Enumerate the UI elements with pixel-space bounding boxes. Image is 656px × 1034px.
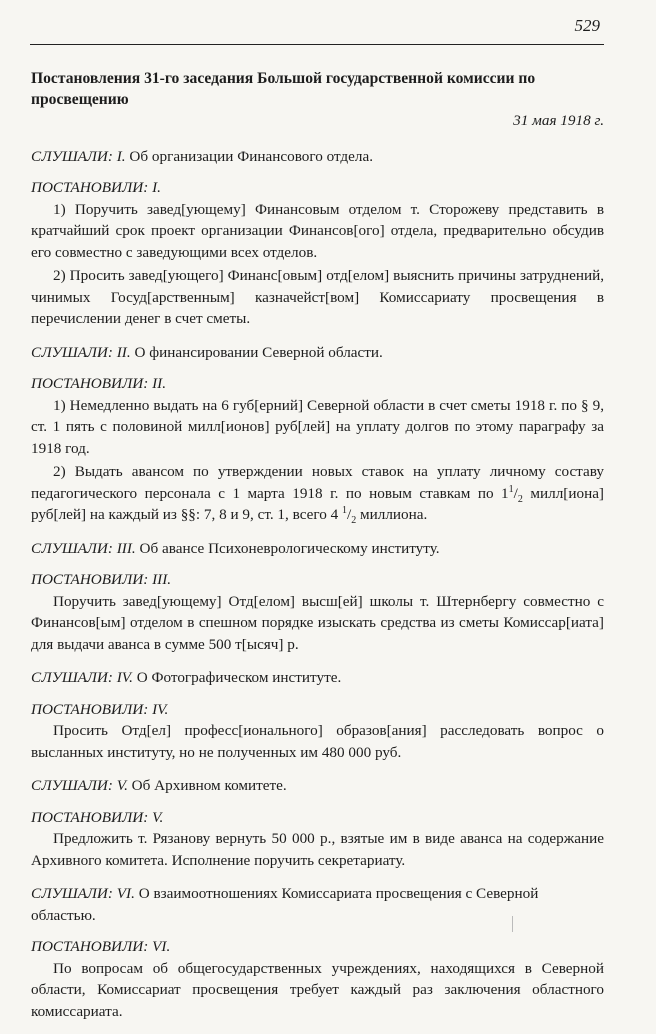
resolved-line <box>31 177 604 199</box>
heard-text: О взаимоотношениях Комиссариата просвещения с Северной областью. <box>31 885 539 924</box>
heard-number: V. <box>116 777 128 794</box>
heard-line <box>31 146 604 168</box>
heard-line <box>31 538 604 560</box>
agenda-item-5 <box>31 775 604 871</box>
resolved-line <box>31 373 604 395</box>
heard-number: III. <box>116 539 136 557</box>
agenda-item-2 <box>31 342 604 526</box>
resolved-label: ПОСТАНОВИЛИ: <box>31 700 149 718</box>
agenda-item-4 <box>31 667 604 763</box>
resolved-number: VI. <box>152 938 171 955</box>
heard-text: Об организации Финансового отдела. <box>129 147 374 165</box>
heard-label: СЛУШАЛИ: <box>31 669 113 686</box>
resolution-paragraph: Поручить завед[ующему] Отд[елом] высш[ей] школы т. Штернбергу совместно с Финансов[ым] отделом в спешном порядке изыскать средства из сметы Комиссар[иата] для выдачи аванса в сумме 500 т[ысяч] р. <box>31 592 604 653</box>
heard-label: СЛУШАЛИ: <box>31 343 113 361</box>
fraction-denominator: 2 <box>517 493 523 505</box>
resolution-paragraph: 2) Выдать авансом по утверждении новых ставок на уплату личному составу педагогического персонала с 1 марта 1918 г. по новым ставкам по $1^1/_2$ милл[иона] руб[лей] на каждый из §§: 7, 8 и 9, ст. 1, всего 4 $^1/_2$ миллиона. <box>31 463 604 527</box>
heard-number: IV. <box>116 669 133 686</box>
resolved-label: ПОСТАНОВИЛИ: <box>31 179 149 196</box>
heard-line <box>31 883 604 926</box>
page-number: 529 <box>574 16 600 35</box>
paragraph-text-part: миллиона. <box>356 506 428 523</box>
heard-number: VI. <box>116 885 135 902</box>
resolution-paragraph: 1) Немедленно выдать на 6 губ[ерний] Северной области в счет сметы 1918 г. по § 9, ст. 1 пять с половиной милл[ионов] руб[лей] на уплату долгов по этому параграфу за 1918 год. <box>31 396 604 457</box>
heard-label: СЛУШАЛИ: <box>31 539 113 557</box>
document-title: Постановления 31-го заседания Большой государственной комиссии по просвещению <box>31 70 536 108</box>
resolved-number: V. <box>152 808 164 826</box>
resolved-line <box>31 569 604 591</box>
resolved-number: I. <box>152 179 161 196</box>
resolution-paragraph: Предложить т. Рязанову вернуть 50 000 р., взятые им в виде аванса на содержание Архивного комитета. Исполнение поручить секретариату. <box>31 830 604 869</box>
agenda-item-1 <box>31 146 604 330</box>
heard-line <box>31 775 604 797</box>
paragraph-text-part: 2) Выдать авансом по утверждении новых ставок на уплату личному составу педагогического персонала с 1 марта 1918 г. по новым ставкам по 1 <box>31 463 604 502</box>
heard-number: I. <box>116 147 126 165</box>
heard-text: Об Архивном комитете. <box>131 777 287 794</box>
margin-mark <box>512 916 513 932</box>
resolved-line <box>31 699 604 721</box>
heard-label: СЛУШАЛИ: <box>31 777 113 794</box>
resolved-line <box>31 936 604 958</box>
resolved-number: III. <box>152 571 172 588</box>
resolved-number: IV. <box>152 700 169 718</box>
resolution-paragraph: 1) Поручить завед[ующему] Финансовым отделом т. Сторожеву представить в кратчайший срок проект организации Финансов[ого] отдела, предварительно обсудив его совместно с заведующими всех отделов. <box>31 200 604 261</box>
resolution-paragraph: Просить Отд[ел] професс[ионального] образов[ания] расследовать вопрос о высланных институту, но не полученных им 480 000 руб. <box>31 722 604 761</box>
resolved-number: II. <box>152 375 167 392</box>
heard-number: II. <box>116 343 131 361</box>
resolved-label: ПОСТАНОВИЛИ: <box>31 375 149 392</box>
resolved-label: ПОСТАНОВИЛИ: <box>31 938 149 955</box>
resolved-label: ПОСТАНОВИЛИ: <box>31 808 149 826</box>
header-rule <box>30 44 604 45</box>
heard-line <box>31 667 604 689</box>
heard-label: СЛУШАЛИ: <box>31 147 113 165</box>
heard-text: О финансировании Северной области. <box>134 343 383 361</box>
resolved-label: ПОСТАНОВИЛИ: <box>31 571 149 588</box>
fraction-numerator: 1 <box>342 504 347 516</box>
heard-line <box>31 342 604 364</box>
paragraph-text-part: милл[иона] руб[лей] на каждый из §§: 7, 8 и 9, ст. 1, всего 4 <box>31 484 604 523</box>
heard-label: СЛУШАЛИ: <box>31 885 113 902</box>
heard-text: Об авансе Психоневрологическому институту. <box>139 539 440 557</box>
fraction-numerator: 1 <box>508 483 514 495</box>
document-date: 31 мая 1918 г. <box>513 112 604 129</box>
agenda-item-3 <box>31 538 604 656</box>
fraction-denominator: 2 <box>351 515 357 527</box>
resolution-paragraph: По вопросам об общегосударственных учреждениях, находящихся в Северной области, Комиссариат просвещения требует каждый раз заключения областного комиссариата. <box>31 959 604 1020</box>
agenda-item-6 <box>31 883 604 1022</box>
resolution-paragraph: 2) Просить завед[ующего] Финанс[овым] отд[елом] выяснить причины затруднений, чинимых Госуд[арственным] казначейст[вом] Комиссариату просвещения в перечислении денег в счет сметы. <box>31 267 604 327</box>
resolved-line <box>31 807 604 829</box>
document-body <box>31 68 604 1034</box>
heard-text: О Фотографическом институте. <box>136 669 342 686</box>
